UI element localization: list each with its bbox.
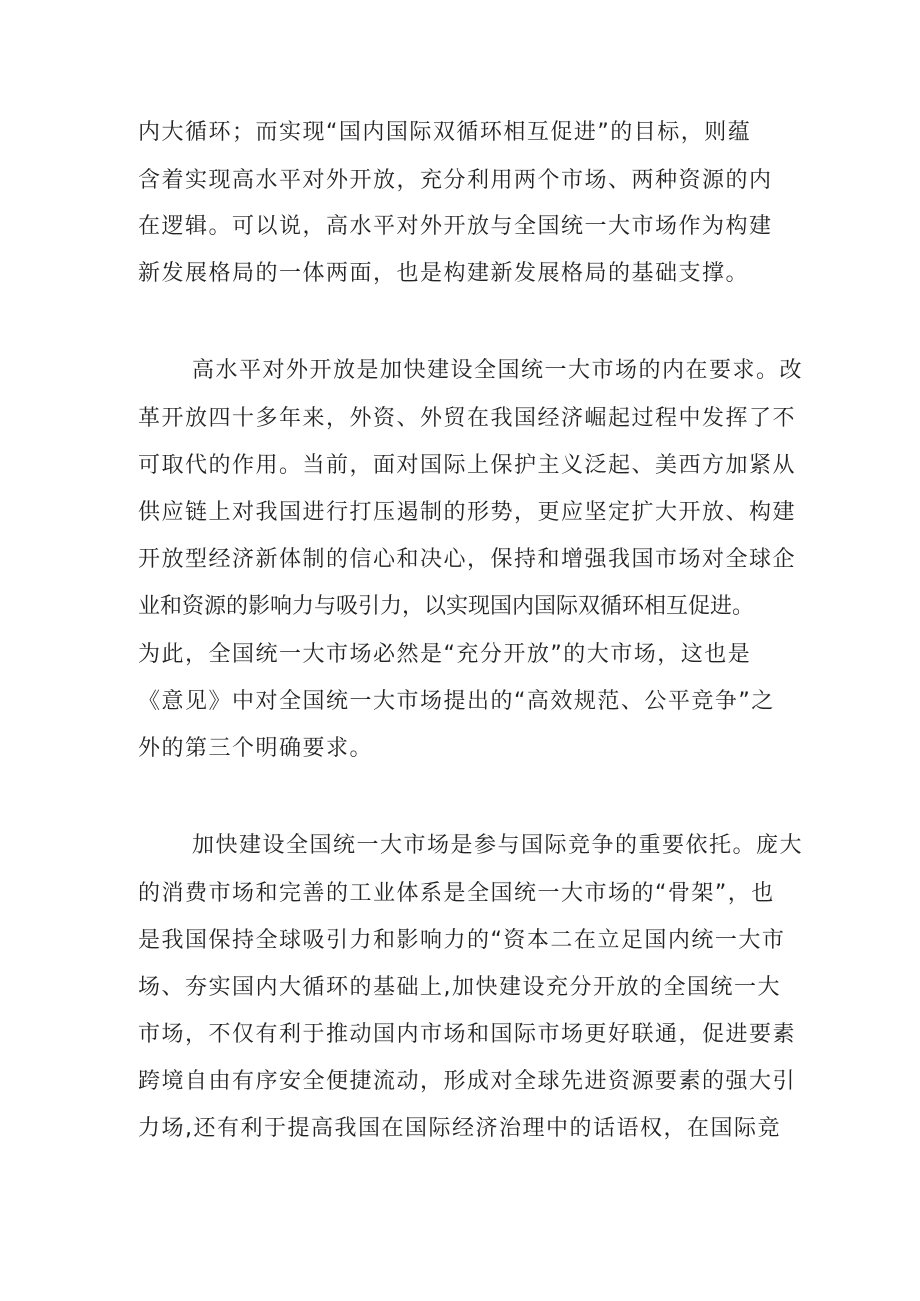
paragraph-2-line-2: 革开放四十多年来，外资、外贸在我国经济崛起过程中发挥了不 [138,406,797,431]
paragraph-2-line-9: 外的第三个明确要求。 [138,736,374,761]
paragraph-3-line-6: 跨境自由有序安全便捷流动，形成对全球先进资源要素的强大引 [138,1069,797,1094]
paragraph-2-line-4: 供应链上对我国进行打压遏制的形势，更应坚定扩大开放、构建 [138,500,797,525]
paragraph-2-line-8: 《意见》中对全国统一大市场提出的“高效规范、公平竞争”之 [138,689,775,714]
paragraph-2-line-6: 业和资源的影响力与吸引力，以实现国内国际双循环相互促进。 [138,594,755,619]
paragraph-3-line-7: 力场,还有利于提高我国在国际经济治理中的话语权，在国际竞 [138,1116,781,1141]
paragraph-1-line-3: 在逻辑。可以说，高水平对外开放与全国统一大市场作为构建 [138,214,773,239]
paragraph-3-line-3: 是我国保持全球吸引力和影响力的“资本二在立足国内统一大市 [138,928,786,953]
paragraph-3-line-1: 加快建设全国统一大市场是参与国际竞争的重要依托。庞大 [192,833,804,858]
paragraph-2-line-3: 可取代的作用。当前，面对国际上保护主义泛起、美西方加紧从 [138,453,797,478]
paragraph-1-line-2: 含着实现高水平对外开放，充分利用两个市场、两种资源的内 [138,168,773,193]
paragraph-1-line-1: 内大循环；而实现“国内国际双循环相互促进”的目标，则蕴 [138,120,752,145]
paragraph-1-line-4: 新发展格局的一体两面，也是构建新发展格局的基础支撑。 [138,261,750,286]
paragraph-2-line-5: 开放型经济新体制的信心和决心，保持和增强我国市场对全球企 [138,547,797,572]
paragraph-3-line-2: 的消费市场和完善的工业体系是全国统一大市场的“骨架”，也 [138,881,775,906]
paragraph-3-line-5: 市场，不仅有利于推动国内市场和国际市场更好联通，促进要素 [138,1022,797,1047]
paragraph-2-line-7: 为此，全国统一大市场必然是“充分开放”的大市场，这也是 [138,642,752,667]
paragraph-3-line-4: 场、夯实国内大循环的基础上,加快建设充分开放的全国统一大 [138,975,781,1000]
paragraph-2-line-1: 高水平对外开放是加快建设全国统一大市场的内在要求。改 [192,358,804,383]
